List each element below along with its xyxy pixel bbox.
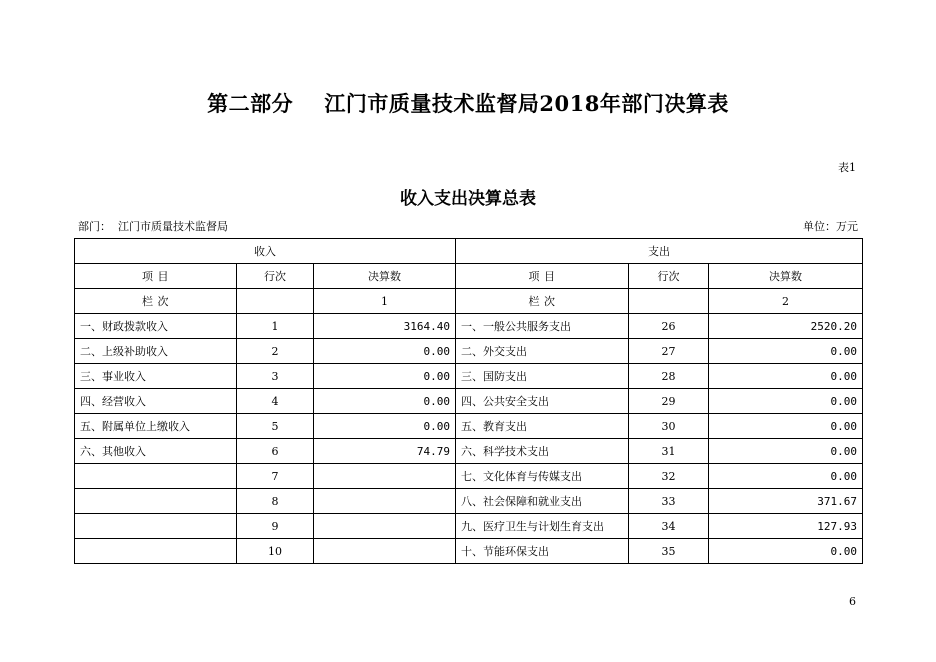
expense-amount-cell: 0.00 — [709, 539, 863, 564]
income-item-cell: 一、财政拨款收入 — [75, 314, 237, 339]
income-row-number-cell: 2 — [237, 339, 314, 364]
table-row — [75, 339, 863, 364]
page-title: 第二部分 江门市质量技术监督局2018年部门决算表 — [207, 91, 729, 116]
expense-amount-cell: 0.00 — [709, 364, 863, 389]
budget-table — [74, 238, 863, 564]
expense-row-number-cell: 28 — [629, 364, 709, 389]
header-row-columns — [75, 264, 863, 289]
income-row-number-cell: 5 — [237, 414, 314, 439]
income-item-cell — [75, 514, 237, 539]
income-row-number-cell: 8 — [237, 489, 314, 514]
table-row — [75, 364, 863, 389]
expense-row-number-cell: 33 — [629, 489, 709, 514]
income-row-number-cell: 7 — [237, 464, 314, 489]
expense-row-no-header: 行次 — [629, 264, 709, 289]
expense-lanci-label: 栏 次 — [456, 289, 629, 314]
expense-section-header: 支出 — [456, 239, 863, 264]
income-column-number: 1 — [314, 289, 456, 314]
income-item-cell: 二、上级补助收入 — [75, 339, 237, 364]
income-amount-cell: 74.79 — [314, 439, 456, 464]
expense-amount-header: 决算数 — [709, 264, 863, 289]
expense-lanci-blank — [629, 289, 709, 314]
table-row — [75, 314, 863, 339]
expense-row-number-cell: 32 — [629, 464, 709, 489]
income-amount-cell: 0.00 — [314, 364, 456, 389]
table-row — [75, 439, 863, 464]
expense-item-cell: 二、外交支出 — [456, 339, 629, 364]
income-lanci-label: 栏 次 — [75, 289, 237, 314]
expense-item-cell: 七、文化体育与传媒支出 — [456, 464, 629, 489]
income-row-number-cell: 10 — [237, 539, 314, 564]
income-item-cell — [75, 489, 237, 514]
income-section-header: 收入 — [75, 239, 456, 264]
page-number: 6 — [849, 595, 856, 608]
income-item-cell: 四、经营收入 — [75, 389, 237, 414]
expense-item-cell: 四、公共安全支出 — [456, 389, 629, 414]
expense-item-cell: 六、科学技术支出 — [456, 439, 629, 464]
expense-item-cell: 八、社会保障和就业支出 — [456, 489, 629, 514]
table-number: 表1 — [838, 161, 856, 174]
income-row-number-cell: 6 — [237, 439, 314, 464]
income-amount-cell: 0.00 — [314, 339, 456, 364]
income-amount-cell — [314, 539, 456, 564]
income-row-number-cell: 1 — [237, 314, 314, 339]
income-row-number-cell: 3 — [237, 364, 314, 389]
expense-amount-cell: 0.00 — [709, 464, 863, 489]
expense-item-cell: 一、一般公共服务支出 — [456, 314, 629, 339]
expense-amount-cell: 2520.20 — [709, 314, 863, 339]
department-label: 部门： 江门市质量技术监督局 — [78, 220, 228, 233]
income-row-no-header: 行次 — [237, 264, 314, 289]
table-row — [75, 414, 863, 439]
income-item-header: 项 目 — [75, 264, 237, 289]
expense-row-number-cell: 35 — [629, 539, 709, 564]
expense-column-number: 2 — [709, 289, 863, 314]
expense-row-number-cell: 26 — [629, 314, 709, 339]
income-item-cell: 三、事业收入 — [75, 364, 237, 389]
expense-item-cell: 十、节能环保支出 — [456, 539, 629, 564]
expense-item-header: 项 目 — [456, 264, 629, 289]
income-row-number-cell: 9 — [237, 514, 314, 539]
expense-item-cell: 九、医疗卫生与计划生育支出 — [456, 514, 629, 539]
income-amount-cell: 3164.40 — [314, 314, 456, 339]
expense-row-number-cell: 34 — [629, 514, 709, 539]
income-amount-cell — [314, 514, 456, 539]
income-amount-cell: 0.00 — [314, 414, 456, 439]
expense-row-number-cell: 31 — [629, 439, 709, 464]
income-item-cell — [75, 464, 237, 489]
expense-item-cell: 三、国防支出 — [456, 364, 629, 389]
income-item-cell — [75, 539, 237, 564]
income-amount-cell — [314, 489, 456, 514]
income-item-cell: 五、附属单位上缴收入 — [75, 414, 237, 439]
income-row-number-cell: 4 — [237, 389, 314, 414]
unit-label: 单位：万元 — [803, 220, 858, 233]
income-amount-cell — [314, 464, 456, 489]
income-amount-header: 决算数 — [314, 264, 456, 289]
expense-row-number-cell: 27 — [629, 339, 709, 364]
expense-row-number-cell: 29 — [629, 389, 709, 414]
income-lanci-blank — [237, 289, 314, 314]
table-row — [75, 539, 863, 564]
table-row — [75, 514, 863, 539]
expense-amount-cell: 0.00 — [709, 414, 863, 439]
header-row-sections — [75, 239, 863, 264]
expense-amount-cell: 0.00 — [709, 389, 863, 414]
expense-amount-cell: 0.00 — [709, 439, 863, 464]
expense-row-number-cell: 30 — [629, 414, 709, 439]
table-title: 收入支出决算总表 — [400, 189, 536, 209]
expense-amount-cell: 127.93 — [709, 514, 863, 539]
table-row — [75, 464, 863, 489]
expense-item-cell: 五、教育支出 — [456, 414, 629, 439]
table-row — [75, 389, 863, 414]
column-number-row — [75, 289, 863, 314]
table-row — [75, 489, 863, 514]
income-amount-cell: 0.00 — [314, 389, 456, 414]
expense-amount-cell: 0.00 — [709, 339, 863, 364]
expense-amount-cell: 371.67 — [709, 489, 863, 514]
income-item-cell: 六、其他收入 — [75, 439, 237, 464]
